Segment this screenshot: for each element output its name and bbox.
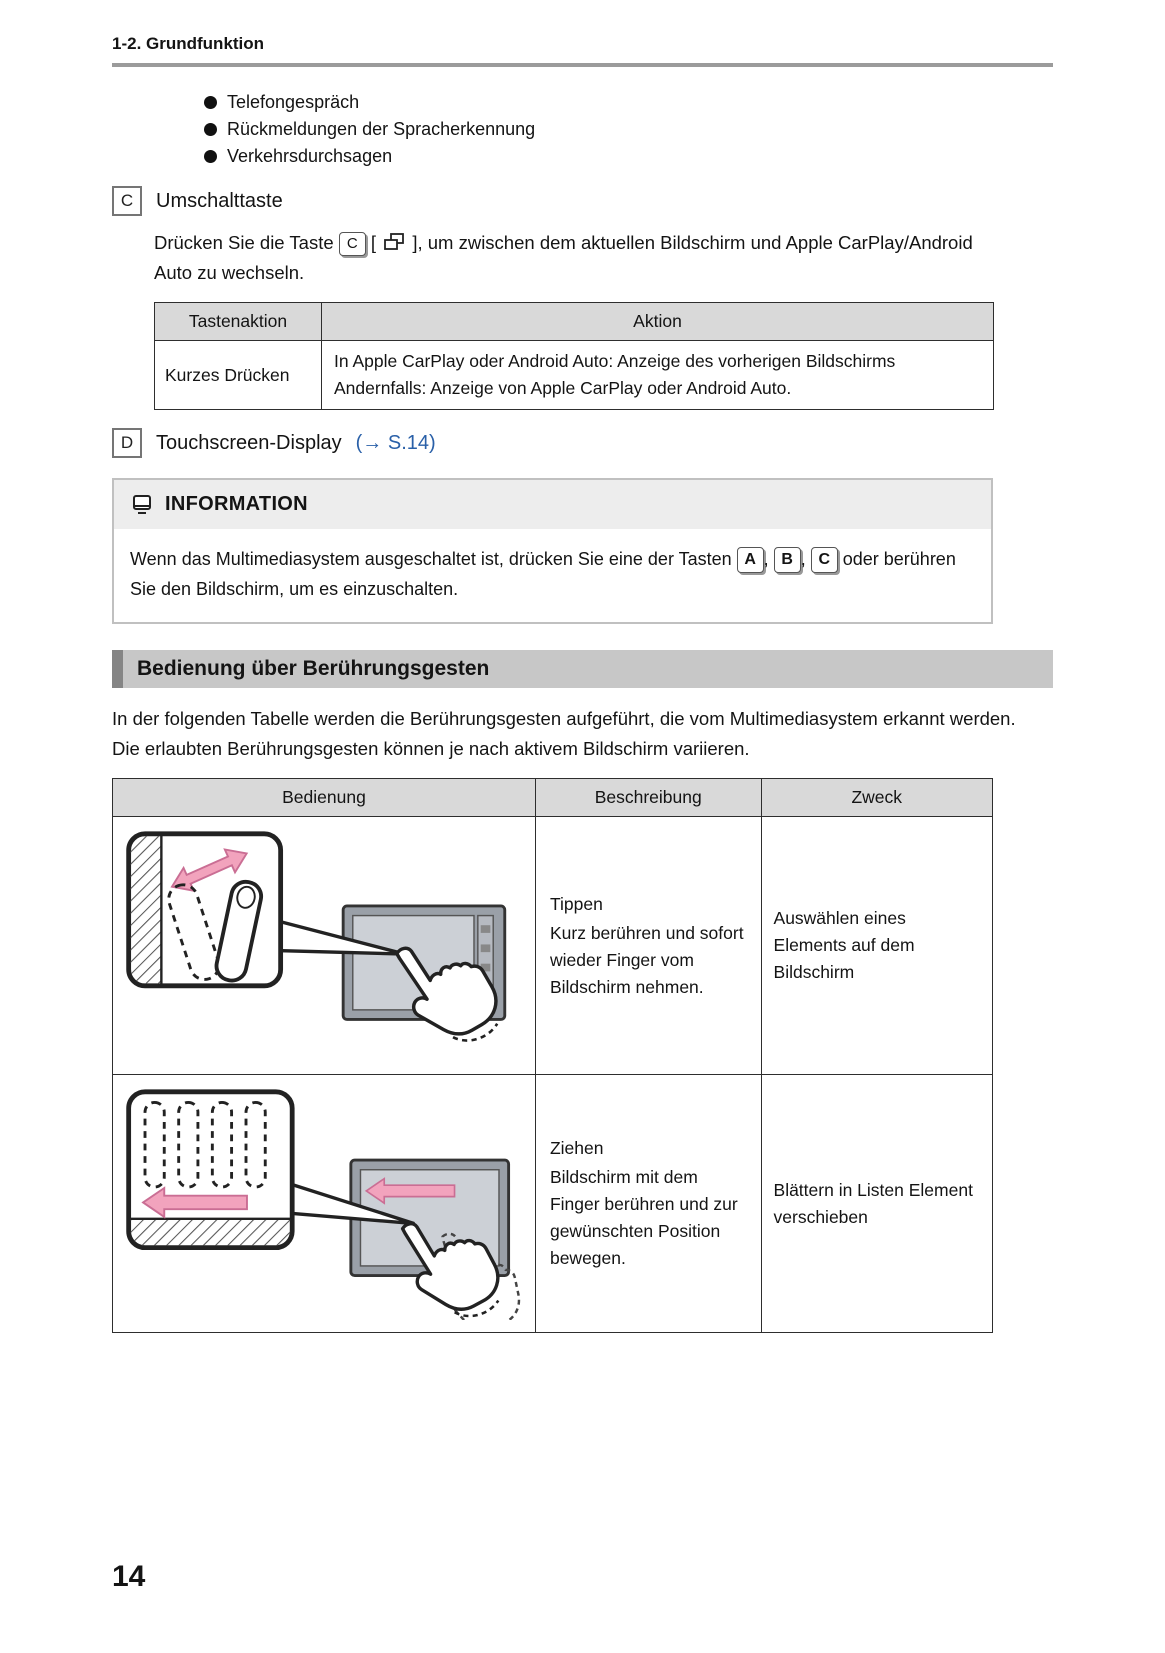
gesture-name: Ziehen <box>549 1138 604 1158</box>
page-number: 14 <box>112 1560 146 1593</box>
key-d-badge: D <box>112 428 142 458</box>
zoom-callout <box>129 834 281 986</box>
information-header <box>114 480 991 529</box>
table-cell-action: Kurzes Drücken <box>155 341 322 410</box>
list-item <box>204 143 1053 170</box>
item-d-title: Touchscreen-Display <box>156 431 342 454</box>
gesture-illustration-cell <box>113 1075 536 1333</box>
bullet-text: Telefongespräch <box>227 92 360 112</box>
paragraph-text: Drücken Sie die Taste <box>154 232 334 253</box>
cross-reference-link[interactable]: (→ S.14) <box>355 431 436 454</box>
switch-screen-icon <box>383 232 405 252</box>
gesture-description: Kurz berühren und sofort wieder Finger vom Bildschirm nehmen. <box>549 922 744 997</box>
item-c-paragraph <box>154 228 999 288</box>
info-text: oder berühren Sie den Bildschirm, um es einzuschalten. <box>130 549 956 599</box>
bullet-text: Rückmeldungen der Spracherkennung <box>227 119 536 139</box>
section-intro: In der folgenden Tabelle werden die Berührungsgesten aufgeführt, die vom Multimediasystem erkannt werden. Die erlaubten Berührungsgesten können je nach aktivem Bildschirm variieren. <box>112 708 1016 759</box>
column-header: Tastenaktion <box>155 303 322 341</box>
column-header: Aktion <box>322 303 994 341</box>
bracket: [ <box>370 232 377 253</box>
key-c-inline: C <box>339 232 366 256</box>
zoom-callout <box>129 1092 293 1248</box>
key-b-inline: B <box>774 547 801 573</box>
list-item <box>204 116 1053 143</box>
bracket: ], <box>412 232 423 253</box>
gesture-description-cell <box>535 817 761 1075</box>
paragraph-text: um zwischen dem aktuellen Bildschirm und Apple CarPlay/Android Auto zu wechseln. <box>154 232 973 283</box>
section-title: Bedienung über Berührungsgesten <box>137 657 490 680</box>
information-body <box>114 529 991 622</box>
header-rule <box>112 63 1053 67</box>
breadcrumb: 1-2. Grundfunktion <box>112 34 265 53</box>
item-c-title: Umschalttaste <box>156 189 283 212</box>
item-c-heading <box>112 186 1053 216</box>
bullet-icon <box>204 96 217 109</box>
bullet-list <box>204 89 1053 170</box>
comma: , <box>763 549 769 569</box>
gesture-table <box>112 778 993 1333</box>
drag-gesture-image <box>120 1082 524 1320</box>
list-item <box>204 89 1053 116</box>
key-action-table <box>154 302 994 410</box>
gesture-description-cell <box>535 1075 761 1333</box>
key-c-badge: C <box>112 186 142 216</box>
table-row <box>113 1075 993 1333</box>
table-row <box>155 341 994 410</box>
gesture-purpose-cell: Auswählen eines Elements auf dem Bildschirm <box>761 817 992 1075</box>
table-row <box>113 817 993 1075</box>
bullet-icon <box>204 123 217 136</box>
info-text: Wenn das Multimediasystem ausgeschaltet ist, drücken Sie eine der Tasten <box>130 549 732 569</box>
key-a-inline: A <box>737 547 764 573</box>
table-header-row <box>155 303 994 341</box>
information-title: INFORMATION <box>165 493 308 515</box>
column-header: Bedienung <box>113 779 536 817</box>
tap-gesture-image <box>120 824 524 1062</box>
item-d-heading <box>112 428 1053 458</box>
comma: , <box>800 549 806 569</box>
gesture-illustration-cell <box>113 817 536 1075</box>
table-header-row <box>113 779 993 817</box>
column-header: Zweck <box>761 779 992 817</box>
key-c-inline: C <box>811 547 838 573</box>
section-heading-bar <box>112 650 1053 688</box>
information-box <box>112 478 993 624</box>
section-accent <box>112 650 123 688</box>
gesture-name: Tippen <box>549 893 603 914</box>
column-header: Beschreibung <box>535 779 761 817</box>
gesture-purpose-cell: Blättern in Listen Element verschieben <box>761 1075 992 1333</box>
gesture-description: Bildschirm mit dem Finger berühren und zur gewünschten Position bewegen. <box>549 1167 738 1268</box>
bullet-icon <box>204 150 217 163</box>
bullet-text: Verkehrsdurchsagen <box>227 146 393 166</box>
table-cell-result: In Apple CarPlay oder Android Auto: Anzeige des vorherigen Bildschirms Andernfalls: Anzeige von Apple CarPlay oder Android Auto. <box>322 341 994 410</box>
information-icon <box>130 494 154 516</box>
